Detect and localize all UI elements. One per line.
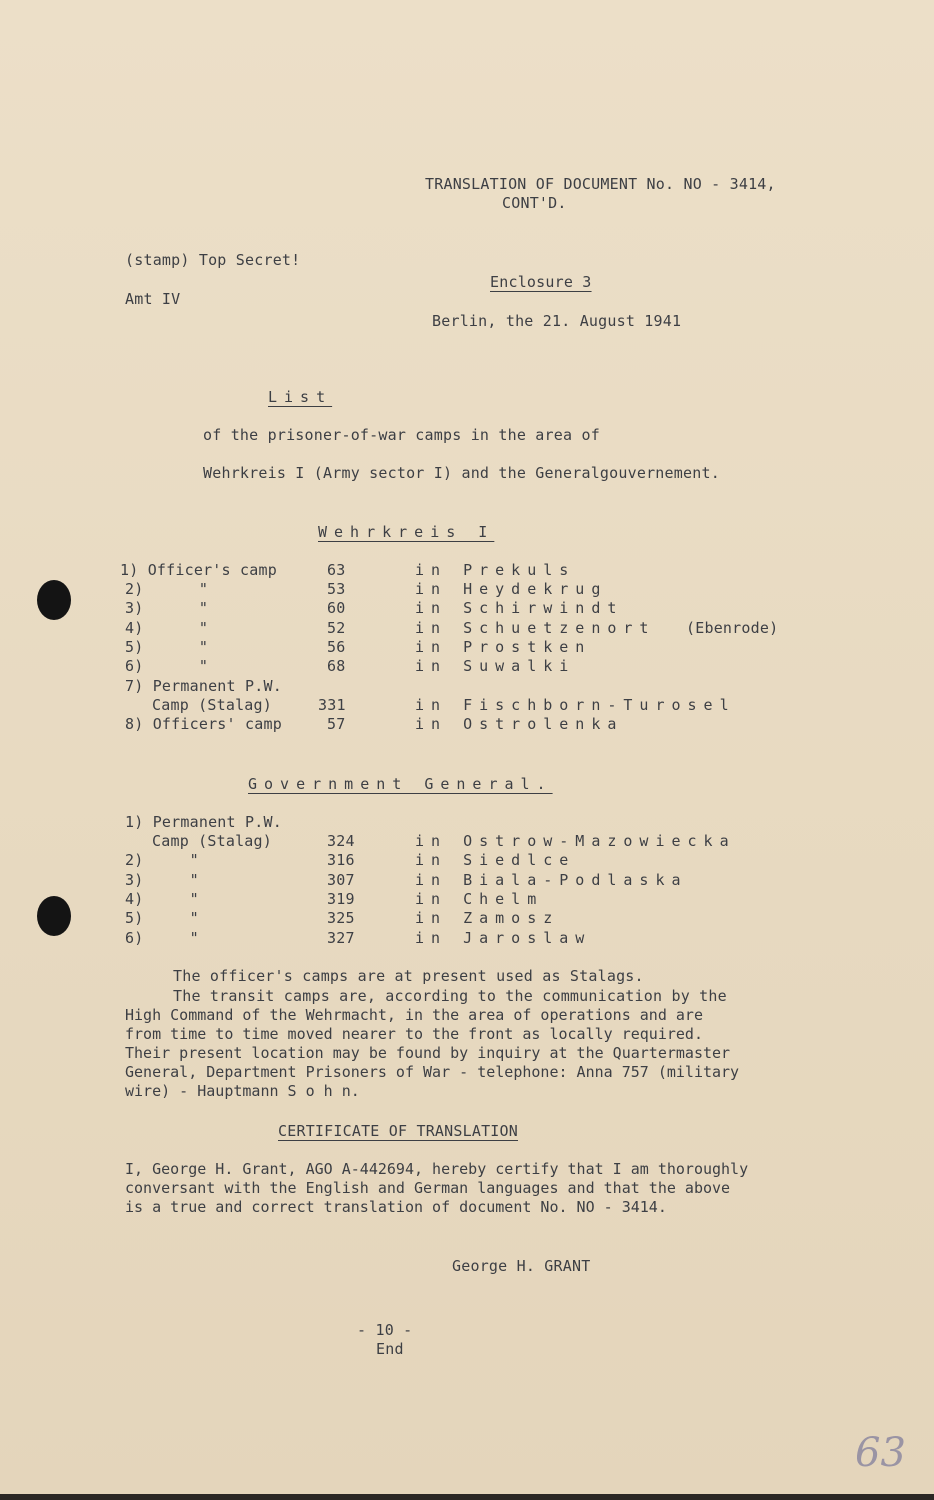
- row-place: in Jaroslaw: [415, 929, 592, 947]
- row-number: 60: [327, 599, 346, 617]
- certificate-text: I, George H. Grant, AGO A-442694, hereby certify that I am thoroughly conversant with the English and German languages and that the above is a true and correct translation of document No. NO - 3414.: [125, 1160, 749, 1216]
- doc-title-line2: CONT'D.: [502, 194, 567, 212]
- row-number: 68: [327, 657, 346, 675]
- row-note: (Ebenrode): [686, 619, 779, 637]
- row-label-cont: Camp (Stalag): [152, 832, 272, 850]
- page-number: - 10 -: [357, 1321, 413, 1339]
- row-place: in Schuetzenort: [415, 619, 656, 637]
- punch-hole: [37, 580, 71, 620]
- section-heading-government: Government General.: [248, 775, 553, 793]
- row-place: in Biala-Podlaska: [415, 871, 688, 889]
- row-label: 4) ": [125, 619, 209, 637]
- row-number: 319: [327, 890, 355, 908]
- row-label: 3) ": [125, 871, 199, 889]
- list-heading: List: [268, 388, 333, 406]
- row-label: 7) Permanent P.W.: [125, 677, 282, 695]
- stamp-note: (stamp) Top Secret!: [125, 251, 301, 269]
- pencil-page-mark: 63: [855, 1430, 906, 1476]
- row-label: 3) ": [125, 599, 209, 617]
- row-number: 63: [327, 561, 346, 579]
- intro-line1: of the prisoner-of-war camps in the area of: [203, 426, 600, 444]
- place-date: Berlin, the 21. August 1941: [432, 312, 682, 330]
- row-label: 2) ": [125, 580, 209, 598]
- row-label: 6) ": [125, 929, 199, 947]
- row-number: 56: [327, 638, 346, 656]
- row-place: in Ostrow-Mazowiecka: [415, 832, 736, 850]
- row-label-cont: Camp (Stalag): [152, 696, 272, 714]
- enclosure-label: Enclosure 3: [490, 273, 592, 291]
- row-place: in Suwalki: [415, 657, 576, 675]
- punch-hole: [37, 896, 71, 936]
- row-label: 2) ": [125, 851, 199, 869]
- intro-line2: Wehrkreis I (Army sector I) and the Generalgouvernement.: [203, 464, 720, 482]
- row-place: in Fischborn-Turosel: [415, 696, 736, 714]
- end-mark: End: [376, 1340, 404, 1358]
- note-paragraph: High Command of the Wehrmacht, in the area of operations and are from time to time moved nearer to the front as locally required. Their present location may be found by inquiry at the Quartermaster General, Department Prisoners of War - telephone: Anna 757 (military wire) - Hauptmann S o h n.: [125, 1006, 740, 1100]
- row-label: 5) ": [125, 909, 199, 927]
- row-number: 324: [327, 832, 355, 850]
- row-number: 307: [327, 871, 355, 889]
- row-number: 327: [327, 929, 355, 947]
- row-label: 8) Officers' camp: [125, 715, 282, 733]
- note-line1: The officer's camps are at present used as Stalags.: [173, 967, 644, 985]
- row-number: 53: [327, 580, 346, 598]
- row-place: in Chelm: [415, 890, 544, 908]
- row-label: 1) Officer's camp: [120, 561, 277, 579]
- row-place: in Siedlce: [415, 851, 576, 869]
- row-number: 331: [318, 696, 346, 714]
- row-label: 6) ": [125, 657, 209, 675]
- signature-name: George H. GRANT: [452, 1257, 591, 1275]
- row-number: 57: [327, 715, 346, 733]
- row-number: 52: [327, 619, 346, 637]
- row-place: in Heydekrug: [415, 580, 608, 598]
- row-place: in Zamosz: [415, 909, 560, 927]
- row-label: 5) ": [125, 638, 209, 656]
- row-label: 4) ": [125, 890, 199, 908]
- row-place: in Schirwindt: [415, 599, 624, 617]
- row-label: 1) Permanent P.W.: [125, 813, 282, 831]
- section-heading-wehrkreis: Wehrkreis I: [318, 523, 495, 541]
- scan-edge: [0, 1494, 934, 1500]
- certificate-heading: CERTIFICATE OF TRANSLATION: [278, 1122, 518, 1140]
- row-number: 325: [327, 909, 355, 927]
- office-ref: Amt IV: [125, 290, 181, 308]
- note-line2: The transit camps are, according to the communication by the: [173, 987, 727, 1005]
- row-place: in Prostken: [415, 638, 592, 656]
- doc-title-line1: TRANSLATION OF DOCUMENT No. NO - 3414,: [425, 175, 776, 193]
- row-number: 316: [327, 851, 355, 869]
- row-place: in Prekuls: [415, 561, 576, 579]
- row-place: in Ostrolenka: [415, 715, 624, 733]
